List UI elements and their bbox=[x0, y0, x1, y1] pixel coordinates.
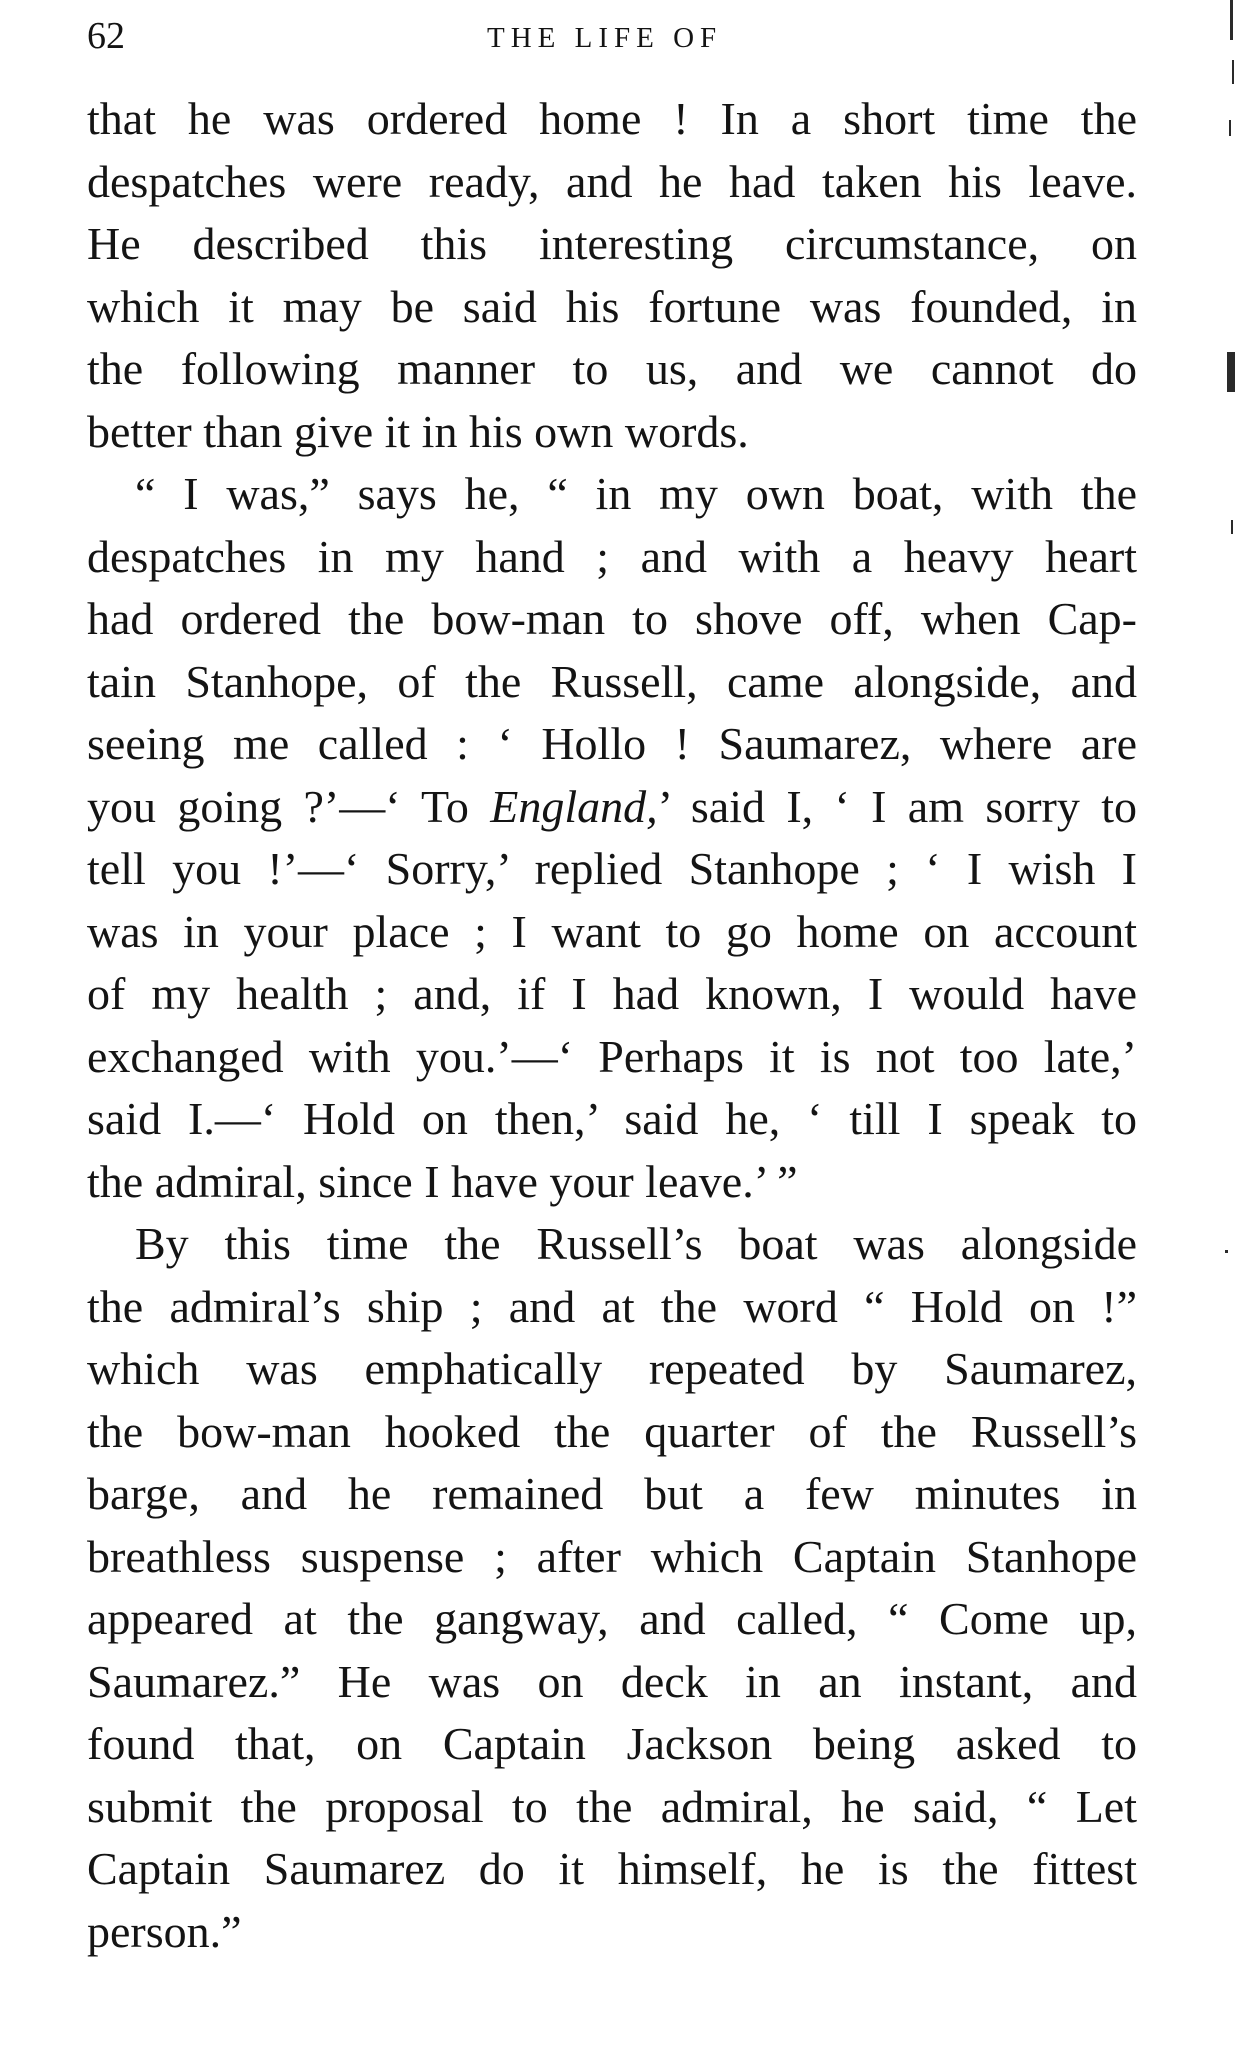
text-line: By this time the Russell’s boat was alongside bbox=[135, 1218, 1137, 1269]
text-line: the following manner to us, and we cannot do bbox=[87, 343, 1137, 394]
text-line: appeared at the gangway, and called, “ Come up, bbox=[87, 1593, 1137, 1644]
body-text bbox=[87, 88, 1137, 1963]
edge-speck bbox=[1229, 120, 1231, 136]
text-line: barge, and he remained but a few minutes in bbox=[87, 1468, 1137, 1519]
text-line: said I.—‘ Hold on then,’ said he, ‘ till I speak to bbox=[87, 1093, 1137, 1144]
text-line: better than give it in his own words. bbox=[87, 405, 749, 457]
text-line: which it may be said his fortune was founded, in bbox=[87, 280, 1137, 332]
edge-speck bbox=[1225, 1250, 1228, 1253]
page-number: 62 bbox=[87, 15, 125, 57]
text-line: found that, on Captain Jackson being asked to bbox=[87, 1718, 1137, 1769]
text-segment: you going ?’—‘ To bbox=[87, 780, 491, 832]
emphasis-text: England, bbox=[490, 780, 658, 832]
running-title: THE LIFE OF bbox=[487, 22, 723, 54]
text-line: the admiral’s ship ; and at the word “ Hold on !” bbox=[87, 1280, 1137, 1332]
text-line: despatches were ready, and he had taken his leave. bbox=[87, 155, 1137, 207]
text-line: was in your place ; I want to go home on account bbox=[87, 905, 1137, 957]
text-line: Captain Saumarez do it himself, he is the fittest bbox=[87, 1843, 1137, 1894]
page-edge-marks bbox=[1213, 0, 1237, 1200]
edge-speck bbox=[1231, 520, 1233, 534]
text-line: had ordered the bow-man to shove off, when Cap- bbox=[87, 593, 1137, 644]
text-line: Saumarez.” He was on deck in an instant, and bbox=[87, 1655, 1137, 1707]
edge-speck bbox=[1232, 60, 1234, 84]
text-line: which was emphatically repeated by Saumarez, bbox=[87, 1343, 1137, 1394]
edge-speck bbox=[1230, 0, 1233, 40]
text-line: “ I was,” says he, “ in my own boat, with the bbox=[135, 468, 1137, 519]
text-line: person.” bbox=[87, 1905, 242, 1957]
text-line: that he was ordered home ! In a short time the bbox=[87, 93, 1137, 144]
text-line: submit the proposal to the admiral, he said, “ Let bbox=[87, 1780, 1137, 1832]
text-line: breathless suspense ; after which Captain Stanhope bbox=[87, 1530, 1137, 1582]
text-line: exchanged with you.’—‘ Perhaps it is not too late,’ bbox=[87, 1030, 1137, 1082]
text-line: seeing me called : ‘ Hollo ! Saumarez, where are bbox=[87, 718, 1137, 769]
text-line: tain Stanhope, of the Russell, came alongside, and bbox=[87, 655, 1137, 707]
text-line bbox=[87, 776, 1137, 839]
text-line: He described this interesting circumstance, on bbox=[87, 218, 1137, 269]
text-line: tell you !’—‘ Sorry,’ replied Stanhope ; ‘ I wish I bbox=[87, 843, 1137, 894]
text-line: despatches in my hand ; and with a heavy heart bbox=[87, 530, 1137, 582]
text-segment: ’ said I, ‘ I am sorry to bbox=[657, 780, 1137, 832]
text-line: the bow-man hooked the quarter of the Russell’s bbox=[87, 1405, 1137, 1457]
text-line: of my health ; and, if I had known, I would have bbox=[87, 968, 1137, 1019]
text-line: the admiral, since I have your leave.’ ” bbox=[87, 1155, 798, 1207]
edge-speck bbox=[1227, 352, 1235, 392]
